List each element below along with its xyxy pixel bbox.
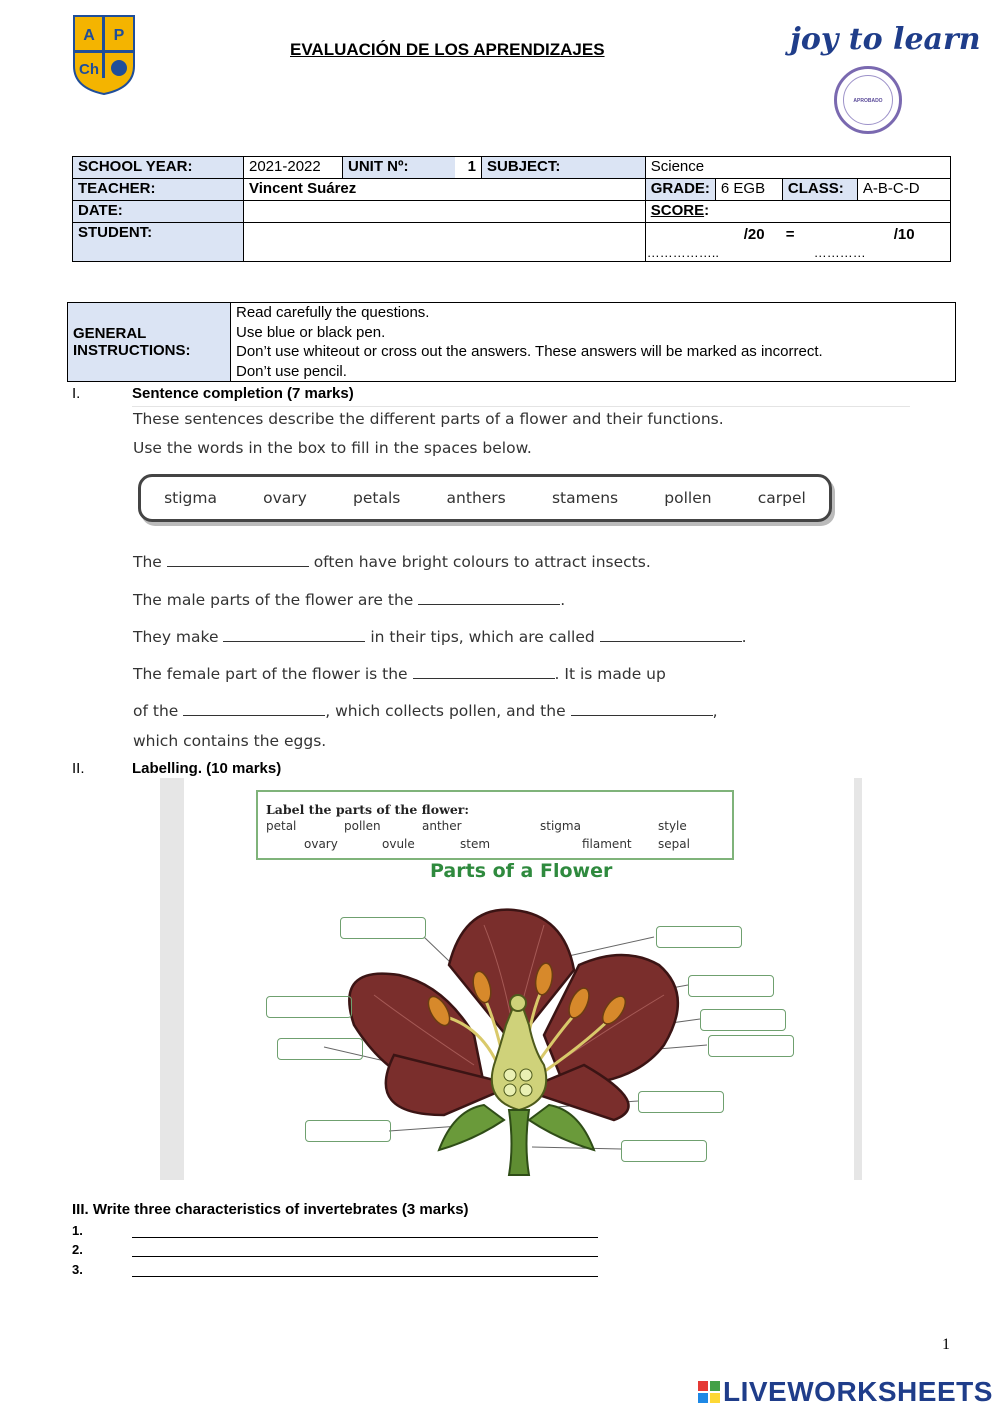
blank-field[interactable]	[600, 627, 742, 642]
instructions-label: GENERAL INSTRUCTIONS:	[68, 303, 231, 382]
date-field[interactable]	[244, 201, 646, 223]
section-1-heading: I. Sentence completion (7 marks)	[72, 385, 354, 402]
word-bank-item: ovary	[263, 489, 307, 507]
flower-diagram	[184, 885, 844, 1180]
word-bank-item: anthers	[446, 489, 506, 507]
sentence-2: The male parts of the flower are the .	[133, 591, 566, 609]
general-instructions	[67, 302, 956, 382]
section-1-intro-1: These sentences describe the different parts of a flower and their functions.	[133, 410, 724, 428]
sentence-3: They make in their tips, which are called .	[133, 628, 747, 646]
score-out-of-20: /20	[743, 226, 765, 243]
label-box-heading: Label the parts of the flower:	[266, 802, 470, 817]
brand-logo: joy to learn	[790, 22, 981, 57]
label-answer-box[interactable]	[638, 1091, 724, 1113]
label-answer-box[interactable]	[277, 1038, 363, 1060]
school-year-label: SCHOOL YEAR:	[73, 157, 244, 179]
date-label: DATE:	[73, 201, 244, 223]
label-word-box	[256, 790, 734, 860]
word-bank-item: stamens	[551, 489, 619, 507]
instruction-item: Don’t use whiteout or cross out the answers. These answers will be marked as incorrect.	[236, 343, 823, 360]
grade-label: GRADE:	[645, 179, 715, 201]
approval-seal	[834, 66, 902, 134]
answer-line-1[interactable]: 1.	[72, 1223, 83, 1238]
label-word: style	[658, 819, 687, 833]
label-word: stem	[460, 837, 491, 851]
label-word: pollen	[344, 819, 381, 833]
label-word: petal	[266, 819, 297, 833]
label-answer-box[interactable]	[305, 1120, 391, 1142]
label-answer-box[interactable]	[688, 975, 774, 997]
liveworksheets-text: LIVEWORKSHEETS	[723, 1376, 993, 1407]
word-bank-item: pollen	[664, 489, 712, 507]
sentence-6: which contains the eggs.	[133, 732, 327, 750]
liveworksheets-logo	[698, 1376, 993, 1408]
score-dots-2: …………	[813, 245, 866, 260]
blank-field[interactable]	[413, 664, 555, 679]
student-info-table	[72, 156, 951, 262]
instructions-list	[231, 303, 956, 382]
instruction-item: Read carefully the questions.	[236, 304, 430, 321]
label-answer-box[interactable]	[700, 1009, 786, 1031]
label-answer-box[interactable]	[621, 1140, 707, 1162]
page-number: 1	[942, 1336, 950, 1353]
class-value: A-B-C-D	[862, 180, 920, 197]
score-out-of-10: /10	[893, 226, 915, 243]
word-bank-item: carpel	[757, 489, 806, 507]
unit-value: 1	[455, 157, 482, 179]
score-dots-1: ……………..	[646, 245, 719, 260]
label-answer-box[interactable]	[266, 996, 352, 1018]
blank-field[interactable]	[223, 627, 365, 642]
word-bank-item: petals	[353, 489, 401, 507]
school-year-value: 2021-2022	[244, 157, 343, 179]
subject-label: SUBJECT:	[482, 157, 646, 179]
document-title: EVALUACIÓN DE LOS APRENDIZAJES	[290, 40, 605, 59]
sentence-4: The female part of the flower is the . It is made up	[133, 665, 666, 683]
blank-field[interactable]	[418, 590, 560, 605]
label-word: ovary	[304, 837, 338, 851]
instruction-item: Don’t use pencil.	[236, 362, 347, 380]
label-word: sepal	[658, 837, 690, 851]
teacher-value: Vincent Suárez	[244, 179, 646, 201]
student-name-field[interactable]	[244, 223, 646, 262]
teacher-label: TEACHER:	[73, 179, 244, 201]
class-label: CLASS:	[783, 179, 858, 200]
liveworksheets-icon	[698, 1381, 720, 1403]
logo-letter-ch: Ch	[79, 61, 99, 78]
label-word: anther	[422, 819, 462, 833]
blank-field[interactable]	[183, 701, 325, 716]
unit-label: UNIT Nº:	[343, 157, 456, 179]
section-1-intro-2: Use the words in the box to fill in the spaces below.	[133, 439, 532, 457]
label-answer-box[interactable]	[656, 926, 742, 948]
label-word: stigma	[540, 819, 581, 833]
word-bank	[138, 474, 832, 522]
logo-letter-a: A	[83, 27, 95, 44]
blank-field[interactable]	[571, 701, 713, 716]
answer-line-3[interactable]: 3.	[72, 1262, 83, 1277]
word-bank-item: stigma	[164, 489, 217, 507]
sentence-1: The often have bright colours to attract insects.	[133, 553, 651, 571]
section-2-heading: II. Labelling. (10 marks)	[72, 760, 282, 777]
logo-letter-p: P	[113, 27, 125, 44]
figure-title: Parts of a Flower	[430, 860, 613, 882]
label-answer-box[interactable]	[340, 917, 426, 939]
grade-value: 6 EGB	[715, 179, 782, 201]
sentence-5: of the , which collects pollen, and the ,	[133, 702, 718, 720]
student-label: STUDENT:	[73, 223, 244, 262]
label-word: ovule	[382, 837, 415, 851]
section-3-heading: III. Write three characteristics of invertebrates (3 marks)	[72, 1201, 469, 1218]
answer-line-2[interactable]: 2.	[72, 1242, 83, 1257]
label-answer-box[interactable]	[708, 1035, 794, 1057]
school-logo	[72, 14, 136, 96]
subject-value: Science	[645, 157, 950, 179]
score-label: SCORE:	[645, 201, 950, 223]
seal-text: APROBADO	[853, 98, 883, 104]
score-field[interactable]	[645, 223, 950, 262]
score-equals: =	[785, 226, 795, 243]
label-word: filament	[582, 837, 632, 851]
blank-field[interactable]	[167, 552, 309, 567]
instruction-item: Use blue or black pen.	[236, 323, 386, 341]
